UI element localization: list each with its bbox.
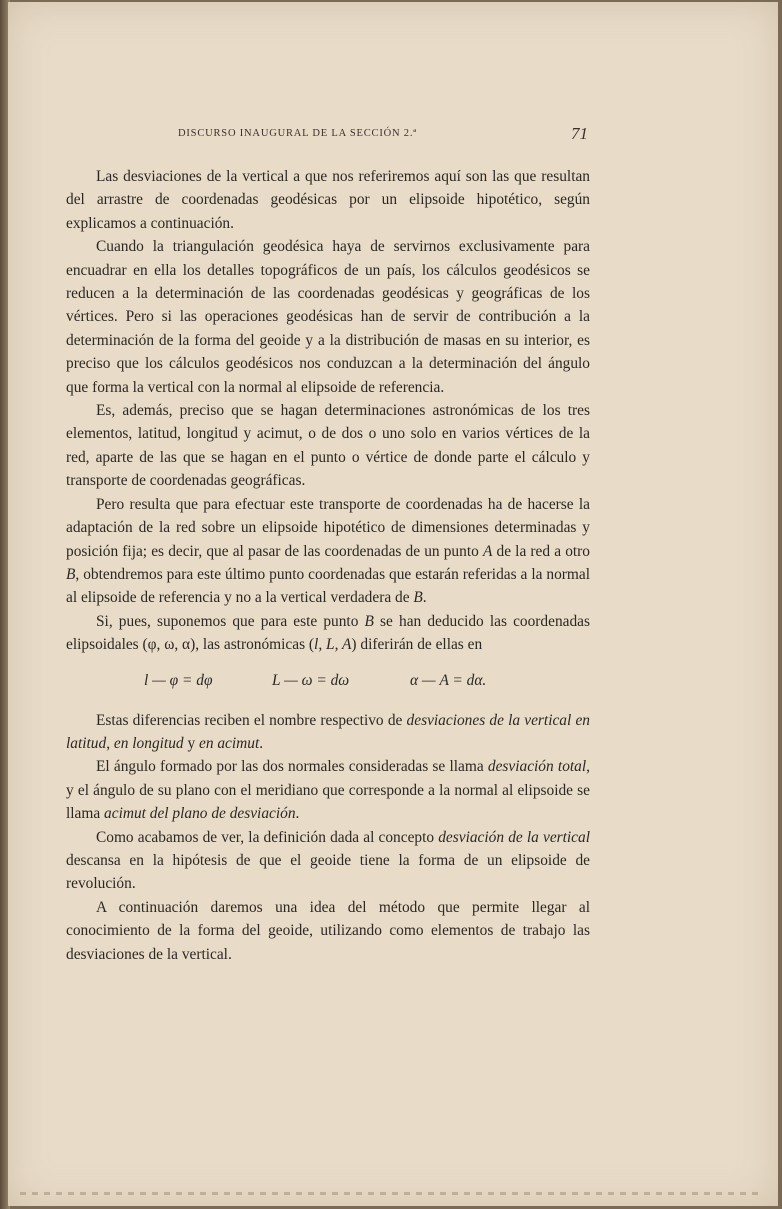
equation-azimuth: α — A = dα.: [410, 671, 487, 689]
paragraph: Como acabamos de ver, la definición dada al concepto desviación de la vertical descansa en la hipótesis de que el geoide tiene la forma de un elipsoide de revolución.: [66, 828, 590, 893]
equation-latitude: l — φ = dφ: [144, 671, 213, 689]
paragraph: A continuación daremos una idea del método que permite llegar al conocimiento de la forma del geoide, utilizando como elementos de trabajo las desviaciones de la vertical.: [66, 898, 590, 963]
paragraph: El ángulo formado por las dos normales consideradas se llama desviación total, y el ángulo de su plano con el meridiano que corresponde a la normal al elipsoide se llama acimut del plano de desviación.: [66, 758, 590, 823]
equation-longitude: L — ω = dω: [272, 671, 350, 689]
equation-line: [66, 669, 590, 695]
paragraph: Pero resulta que para efectuar este transporte de coordenadas ha de hacerse la adaptación de la red sobre un elipsoide hipotético de dimensiones determinadas y posición fija; es decir, que al pasar de las coordenadas de un punto A de la red a otro B, obtendremos para este último punto coordenadas que estarán referidas a la normal al elipsoide de referencia y no a la vertical verdadera de B.: [66, 495, 590, 607]
page-bottom-edge: [20, 1192, 760, 1195]
page-number: 71: [571, 124, 588, 143]
running-header: [152, 124, 588, 150]
paragraph: Cuando la triangulación geodésica haya de servirnos exclusivamente para encuadrar en ella los detalles topográficos de un país, los cálculos geodésicos se reducen a la determinación de las coordenadas geodésicas y geográficas de los vértices. Pero si las operaciones geodésicas han de servir de contribución a la determinación de la forma del geoide y a la distribución de masas en su interior, es preciso que los cálculos geodésicos nos conduzcan a la determinación del ángulo que forma la vertical con la normal al elipsoide de referencia.: [66, 238, 590, 396]
body-text: [66, 165, 590, 966]
paragraph: Si, pues, suponemos que para este punto B se han deducido las coordenadas elipsoidales (φ, ω, α), las astronómicas (l, L, A) diferirán de ellas en: [66, 612, 590, 654]
running-header-title: DISCURSO INAUGURAL DE LA SECCIÓN 2.ª: [178, 128, 417, 139]
paragraph: Las desviaciones de la vertical a que nos referiremos aquí son las que resultan del arrastre de coordenadas geodésicas por un elipsoide hipotético, según explicamos a continuación.: [66, 168, 590, 232]
paragraph: Es, además, preciso que se hagan determinaciones astronómicas de los tres elementos, latitud, longitud y acimut, o de dos o uno solo en varios vértices de la red, aparte de las que se hagan en el punto o vértice de donde parte el cálculo y transporte de coordenadas geográficas.: [66, 402, 590, 490]
paragraph: Estas diferencias reciben el nombre respectivo de desviaciones de la vertical en latitud, en longitud y en acimut.: [66, 711, 590, 752]
